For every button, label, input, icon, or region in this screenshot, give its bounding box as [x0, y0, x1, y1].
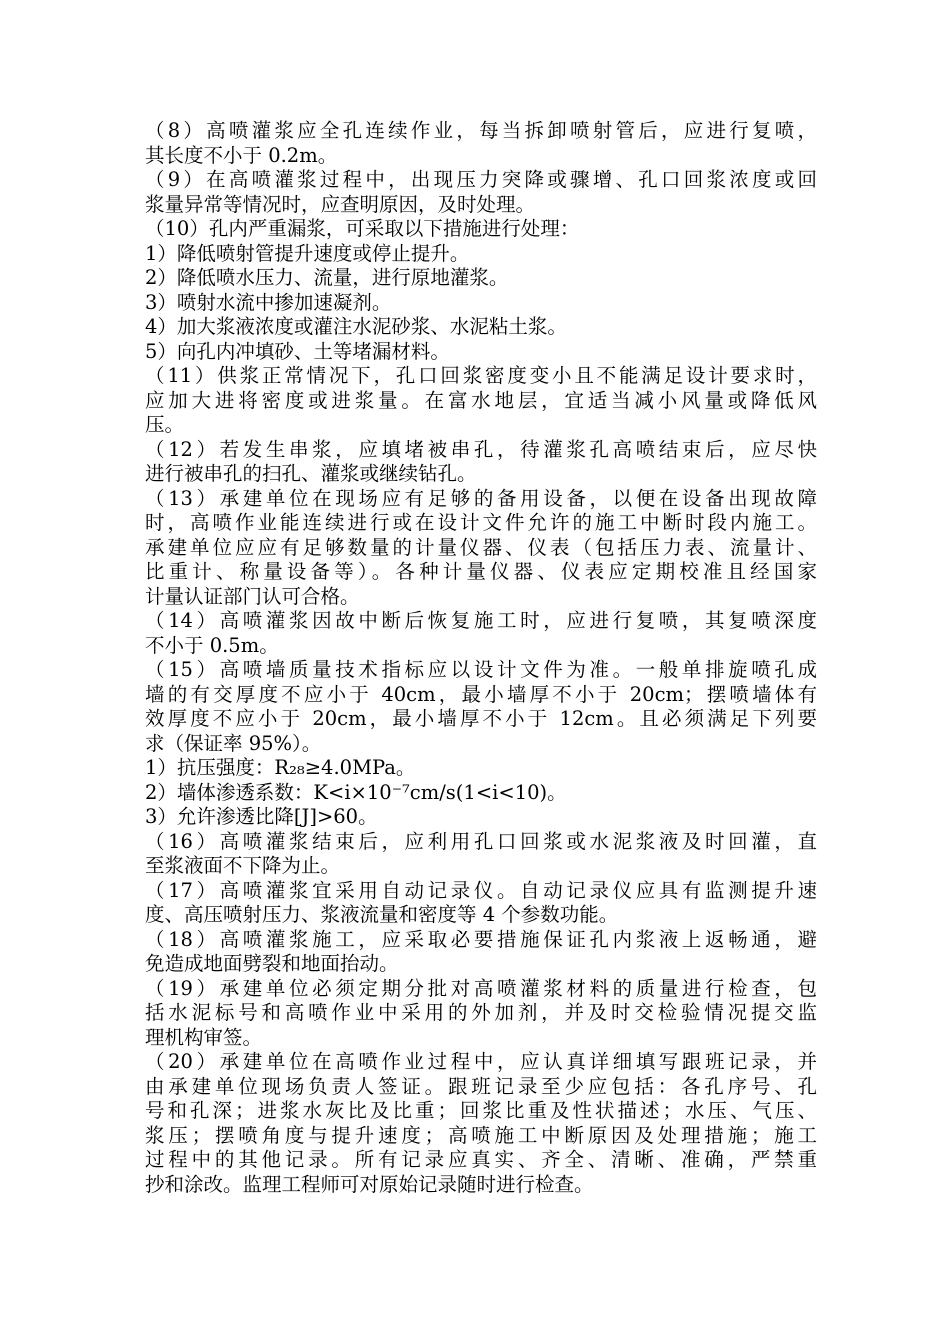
text-line: （19）承建单位必须定期分批对高喷灌浆材料的质量进行检查，包	[145, 976, 817, 1000]
text-line: （13）承建单位在现场应有足够的备用设备，以便在设备出现故障	[145, 486, 817, 510]
text-line: 1）降低喷射管提升速度或停止提升。	[145, 241, 470, 265]
text-line: 括水泥标号和高喷作业中采用的外加剂，并及时交检验情况提交监	[145, 1001, 817, 1024]
text-line: 4）加大浆液浓度或灌注水泥砂浆、水泥粘土浆。	[145, 315, 567, 338]
text-line: 计量认证部门认可合格。	[145, 584, 360, 608]
text-line: 求（保证率 95%）。	[145, 731, 322, 755]
text-line: （20）承建单位在高喷作业过程中，应认真详细填写跟班记录，并	[145, 1050, 817, 1073]
text-line: 2）墙体渗透系数：K<i×10⁻⁷cm/s(1<i<10)。	[145, 780, 567, 804]
text-line: 抄和涂改。监理工程师可对原始记录随时进行检查。	[145, 1172, 594, 1196]
text-line: 墙的有交厚度不应小于 40cm，最小墙厚不小于 20cm；摆喷墙体有	[145, 682, 817, 706]
text-line: 由承建单位现场负责人签证。跟班记录至少应包括：各孔序号、孔	[145, 1074, 817, 1098]
text-line: 效厚度不应小于 20cm，最小墙厚不小于 12cm。且必须满足下列要	[145, 707, 817, 730]
text-line: 1）抗压强度：R₂₈≥4.0MPa。	[145, 756, 416, 779]
text-line: 时，高喷作业能连续进行或在设计文件允许的施工中断时段内施工。	[145, 511, 817, 534]
text-line: （16）高喷灌浆结束后，应利用孔口回浆或水泥浆液及时回灌，直	[145, 829, 817, 853]
text-line: 压。	[145, 413, 185, 436]
text-line: 浆压；摆喷角度与提升速度；高喷施工中断原因及处理措施；施工	[145, 1123, 817, 1147]
text-line: （15）高喷墙质量技术指标应以设计文件为准。一般单排旋喷孔成	[145, 658, 817, 681]
text-line: 过程中的其他记录。所有记录应真实、齐全、清晰、准确，严禁重	[145, 1148, 817, 1171]
text-line: 至浆液面不下降为止。	[145, 854, 341, 877]
text-line: （10）孔内严重漏浆，可采取以下措施进行处理：	[145, 217, 580, 240]
text-line: 比重计、称量设备等）。各种计量仪器、仪表应定期校准且经国家	[145, 560, 817, 583]
text-line: 2）降低喷水压力、流量，进行原地灌浆。	[145, 266, 509, 289]
text-line: 3）喷射水流中掺加速凝剂。	[145, 290, 392, 314]
text-line: （14）高喷灌浆因故中断后恢复施工时，应进行复喷，其复喷深度	[145, 609, 817, 632]
text-line: 其长度不小于 0.2m。	[145, 143, 338, 167]
text-line: 免造成地面劈裂和地面抬动。	[145, 952, 399, 975]
text-line: 号和孔深；进浆水灰比及比重；回浆比重及性状描述；水压、气压、	[145, 1099, 817, 1122]
text-line: （17）高喷灌浆宜采用自动记录仪。自动记录仪应具有监测提升速	[145, 878, 817, 902]
text-line: 理机构审签。	[145, 1025, 263, 1049]
text-line: （9）在高喷灌浆过程中，出现压力突降或骤增、孔口回浆浓度或回	[145, 168, 817, 191]
text-line: 承建单位应应有足够数量的计量仪器、仪表（包括压力表、流量计、	[145, 535, 817, 559]
text-line: 3）允许渗透比降[J]>60。	[145, 805, 378, 828]
text-line: 5）向孔内冲填砂、土等堵漏材料。	[145, 339, 450, 363]
text-line: 进行被串孔的扫孔、灌浆或继续钻孔。	[145, 462, 477, 485]
text-line: （12）若发生串浆，应填堵被串孔，待灌浆孔高喷结束后，应尽快	[145, 437, 817, 461]
text-line: （11）供浆正常情况下，孔口回浆密度变小且不能满足设计要求时，	[145, 364, 817, 387]
text-line: （18）高喷灌浆施工，应采取必要措施保证孔内浆液上返畅通，避	[145, 927, 817, 951]
text-line: 浆量异常等情况时，应查明原因，及时处理。	[145, 192, 536, 216]
text-line: 不小于 0.5m。	[145, 633, 279, 657]
text-line: （8）高喷灌浆应全孔连续作业，每当拆卸喷射管后，应进行复喷，	[145, 119, 817, 142]
document-body	[145, 119, 817, 1197]
text-line: 应加大进将密度或进浆量。在富水地层，宜适当减小风量或降低风	[145, 388, 817, 412]
text-line: 度、高压喷射压力、浆液流量和密度等 4 个参数功能。	[145, 903, 619, 926]
